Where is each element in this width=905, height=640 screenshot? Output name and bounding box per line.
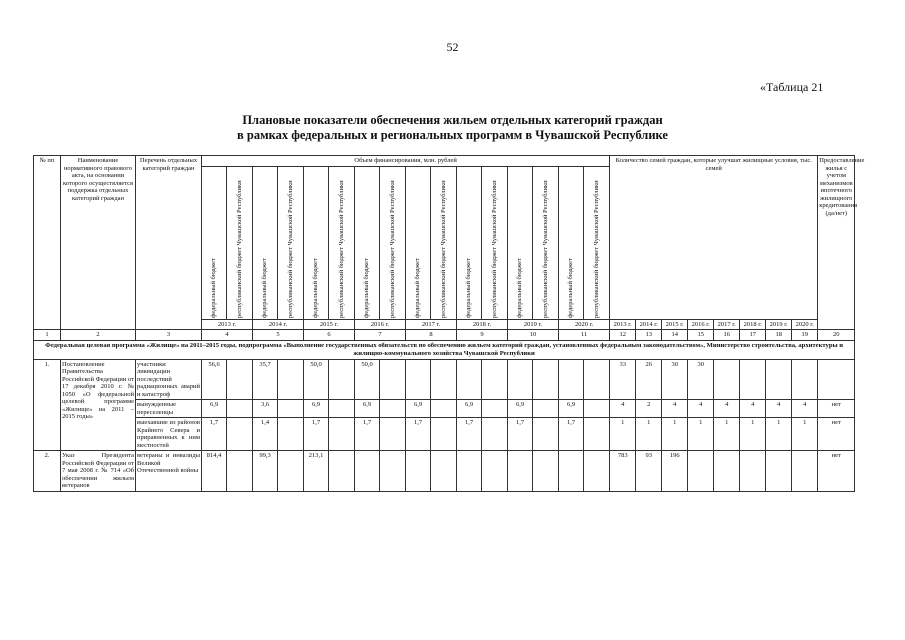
families-cell: 4 [688, 400, 714, 418]
financing-cell [278, 359, 304, 400]
families-cell: 783 [610, 451, 636, 492]
financing-cell [278, 418, 304, 451]
title-line-1: Плановые показатели обеспечения жильем отдельных категорий граждан [242, 113, 663, 127]
col-number: 13 [636, 330, 662, 341]
hdr-fin-year: 2018 г. [457, 319, 508, 330]
hdr-budget-label: республиканский бюджет Чувашской Республики [490, 179, 498, 318]
page-number: 52 [446, 40, 459, 54]
financing-cell [482, 359, 508, 400]
row-category: ветераны и инвалиды Великой Отечественной войны [136, 451, 202, 492]
financing-cell [584, 400, 610, 418]
families-cell: 30 [688, 359, 714, 400]
families-cell [792, 359, 818, 400]
families-cell [714, 451, 740, 492]
hdr-budget-label: республиканский бюджет Чувашской Республики [439, 179, 447, 318]
mortgage-cell: нет [818, 451, 855, 492]
hdr-federal-budget [508, 166, 533, 319]
financing-cell [533, 451, 559, 492]
col-number: 15 [688, 330, 714, 341]
financing-cell [406, 359, 431, 400]
hdr-republic-budget [533, 166, 559, 319]
col-number: 10 [508, 330, 559, 341]
families-cell: 1 [792, 418, 818, 451]
financing-cell [584, 359, 610, 400]
hdr-republic-budget [227, 166, 253, 319]
hdr-federal-budget [202, 166, 227, 319]
families-cell [740, 451, 766, 492]
families-cell: 4 [610, 400, 636, 418]
financing-cell: 3,6 [253, 400, 278, 418]
families-cell [792, 451, 818, 492]
row-number: 2. [34, 451, 61, 492]
col-number: 8 [406, 330, 457, 341]
financing-cell: 1,7 [355, 418, 380, 451]
header-row-1 [34, 156, 855, 167]
table-row [34, 359, 855, 400]
financing-cell: 99,3 [253, 451, 278, 492]
hdr-budget-label: федеральный бюджет [567, 257, 575, 318]
families-cell: 2 [636, 400, 662, 418]
hdr-budget-label: республиканский бюджет Чувашской Республики [235, 179, 243, 318]
col-number: 6 [304, 330, 355, 341]
financing-cell: 1,7 [508, 418, 533, 451]
col-number: 19 [792, 330, 818, 341]
hdr-republic-budget [482, 166, 508, 319]
housing-table [33, 155, 865, 492]
financing-cell [508, 451, 533, 492]
financing-cell [533, 400, 559, 418]
financing-cell: 1,7 [559, 418, 584, 451]
header-row-col-numbers [34, 330, 855, 341]
financing-cell [533, 359, 559, 400]
hdr-act: Наименование нормативного правового акта, на основании которого осуществляется поддержка отдельных категорий граждан [61, 156, 136, 330]
hdr-budget-label: федеральный бюджет [261, 257, 269, 318]
col-number: 2 [61, 330, 136, 341]
families-cell [714, 359, 740, 400]
hdr-budget-label: республиканский бюджет Чувашской Республики [541, 179, 549, 318]
families-cell: 1 [662, 418, 688, 451]
hdr-budget-label: федеральный бюджет [363, 257, 371, 318]
hdr-family-year: 2018 г. [740, 319, 766, 330]
financing-cell [431, 400, 457, 418]
col-number: 18 [766, 330, 792, 341]
financing-cell [508, 359, 533, 400]
financing-cell [457, 359, 482, 400]
families-cell [766, 451, 792, 492]
section-title: Федеральная целевая программа «Жилище» на 2011–2015 годы, подпрограмма «Выполнение государственных обязательств по обеспечению жильем категорий граждан, установленных федеральным законодательством», Министерство строительства, архитектуры и жилищно-коммунального хозяйства Чувашской Республики [34, 340, 855, 359]
hdr-budget-label: федеральный бюджет [516, 257, 524, 318]
families-cell [740, 359, 766, 400]
financing-cell: 1,7 [304, 418, 329, 451]
families-cell [766, 359, 792, 400]
hdr-budget-label: федеральный бюджет [210, 257, 218, 318]
hdr-fin-year: 2016 г. [355, 319, 406, 330]
hdr-federal-budget [355, 166, 380, 319]
financing-cell: 6,9 [508, 400, 533, 418]
table-label: «Таблица 21 [760, 80, 824, 94]
financing-cell [227, 359, 253, 400]
hdr-family-year: 2015 г. [662, 319, 688, 330]
financing-cell [584, 451, 610, 492]
families-cell: 1 [636, 418, 662, 451]
families-cell: 1 [610, 418, 636, 451]
families-cell: 33 [610, 359, 636, 400]
financing-cell [329, 359, 355, 400]
hdr-fin-year: 2020 г. [559, 319, 610, 330]
financing-cell [278, 400, 304, 418]
financing-cell: 213,1 [304, 451, 329, 492]
financing-cell [431, 451, 457, 492]
hdr-categories: Перечень отдельных категорий граждан [136, 156, 202, 330]
col-number: 20 [818, 330, 855, 341]
hdr-budget-label: федеральный бюджет [465, 257, 473, 318]
col-number: 9 [457, 330, 508, 341]
families-cell: 4 [766, 400, 792, 418]
hdr-budget-label: республиканский бюджет Чувашской Республики [388, 179, 396, 318]
financing-cell: 1,4 [253, 418, 278, 451]
families-cell [688, 451, 714, 492]
families-cell: 1 [740, 418, 766, 451]
financing-cell: 6,9 [406, 400, 431, 418]
hdr-fin-year: 2015 г. [304, 319, 355, 330]
financing-cell [584, 418, 610, 451]
mortgage-cell [818, 359, 855, 400]
financing-cell: 6,9 [457, 400, 482, 418]
col-number: 16 [714, 330, 740, 341]
financing-cell [482, 418, 508, 451]
families-cell: 93 [636, 451, 662, 492]
hdr-no: № пп [34, 156, 61, 330]
financing-cell [380, 418, 406, 451]
hdr-federal-budget [304, 166, 329, 319]
hdr-financing: Объем финансирования, млн. рублей [202, 156, 610, 167]
hdr-republic-budget [584, 166, 610, 319]
financing-cell [380, 451, 406, 492]
financing-cell: 6,9 [559, 400, 584, 418]
row-category: вынужденные переселенцы [136, 400, 202, 418]
financing-cell: 35,7 [253, 359, 278, 400]
hdr-budget-label: республиканский бюджет Чувашской Республики [337, 179, 345, 318]
row-category: участники ликвидации последствий радиационных аварий и катастроф [137, 360, 200, 398]
hdr-federal-budget [253, 166, 278, 319]
financing-cell [559, 451, 584, 492]
row-act: Указ Президента Российской Федерации от 7 мая 2008 г. № 714 «Об обеспечении жильем ветеранов [62, 452, 134, 489]
hdr-family-year: 2019 г. [766, 319, 792, 330]
col-number: 1 [34, 330, 61, 341]
col-number: 7 [355, 330, 406, 341]
hdr-family-year: 2020 г. [792, 319, 818, 330]
financing-cell: 56,6 [202, 359, 227, 400]
col-number: 11 [559, 330, 610, 341]
hdr-mortgage: Предоставление жилья с учетом механизмов ипотечного жилищного кредитования (да/нет) [818, 156, 855, 330]
hdr-budget-label: федеральный бюджет [312, 257, 320, 318]
financing-cell: 6,9 [355, 400, 380, 418]
families-cell: 196 [662, 451, 688, 492]
families-cell: 26 [636, 359, 662, 400]
col-number: 12 [610, 330, 636, 341]
financing-cell [431, 418, 457, 451]
hdr-fin-year: 2014 г. [253, 319, 304, 330]
col-number: 3 [136, 330, 202, 341]
families-cell: 4 [662, 400, 688, 418]
hdr-family-year: 2016 г. [688, 319, 714, 330]
financing-cell [533, 418, 559, 451]
hdr-families: Количество семей граждан, которые улучшат жилищные условия, тыс. семей [610, 156, 818, 320]
col-number: 14 [662, 330, 688, 341]
financing-cell [559, 359, 584, 400]
hdr-fin-year: 2017 г. [406, 319, 457, 330]
financing-cell [380, 400, 406, 418]
table-row [34, 418, 855, 451]
families-cell: 4 [792, 400, 818, 418]
hdr-republic-budget [431, 166, 457, 319]
families-cell: 1 [766, 418, 792, 451]
col-number: 5 [253, 330, 304, 341]
financing-cell [482, 451, 508, 492]
financing-cell [406, 451, 431, 492]
document-title [0, 113, 905, 143]
title-line-2: в рамках федеральных и региональных программ в Чувашской Республике [237, 128, 668, 142]
financing-cell [227, 418, 253, 451]
table-row [34, 451, 855, 492]
hdr-fin-year: 2019 г. [508, 319, 559, 330]
hdr-republic-budget [329, 166, 355, 319]
hdr-republic-budget [380, 166, 406, 319]
families-cell: 4 [714, 400, 740, 418]
families-cell: 4 [740, 400, 766, 418]
financing-cell [329, 400, 355, 418]
mortgage-cell: нет [818, 418, 855, 451]
financing-cell: 1,7 [457, 418, 482, 451]
hdr-family-year: 2017 г. [714, 319, 740, 330]
financing-cell [227, 451, 253, 492]
financing-cell: 814,4 [202, 451, 227, 492]
financing-cell: 6,9 [202, 400, 227, 418]
financing-cell [227, 400, 253, 418]
financing-cell: 1,7 [202, 418, 227, 451]
row-act: Постановление Правительства Российской Федерации от 17 декабря 2010 г. № 1050 «О федеральной целевой программе «Жилище» на 2011 – 2015 годы» [61, 359, 136, 451]
families-cell: 1 [714, 418, 740, 451]
families-cell: 30 [662, 359, 688, 400]
col-number: 17 [740, 330, 766, 341]
financing-cell [380, 359, 406, 400]
hdr-federal-budget [457, 166, 482, 319]
hdr-budget-label: федеральный бюджет [414, 257, 422, 318]
financing-cell [329, 451, 355, 492]
hdr-fin-year: 2013 г. [202, 319, 253, 330]
financing-cell [329, 418, 355, 451]
financing-cell [482, 400, 508, 418]
hdr-budget-label: республиканский бюджет Чувашской Республики [286, 179, 294, 318]
hdr-federal-budget [406, 166, 431, 319]
families-cell: 1 [688, 418, 714, 451]
row-category: выехавшие из районов Крайнего Севера и приравненных к ним местностей [137, 419, 200, 449]
section-row [34, 340, 855, 359]
financing-cell [457, 451, 482, 492]
hdr-family-year: 2014 г. [636, 319, 662, 330]
row-number: 1. [34, 359, 61, 451]
mortgage-cell: нет [818, 400, 855, 418]
hdr-republic-budget [278, 166, 304, 319]
financing-cell [278, 451, 304, 492]
hdr-family-year: 2013 г. [610, 319, 636, 330]
hdr-federal-budget [559, 166, 584, 319]
financing-cell: 50,0 [304, 359, 329, 400]
financing-cell: 1,7 [406, 418, 431, 451]
financing-cell [355, 451, 380, 492]
col-number: 4 [202, 330, 253, 341]
financing-cell: 50,0 [355, 359, 380, 400]
table-row [34, 400, 855, 418]
financing-cell [431, 359, 457, 400]
financing-cell: 6,9 [304, 400, 329, 418]
hdr-budget-label: республиканский бюджет Чувашской Республики [592, 179, 600, 318]
